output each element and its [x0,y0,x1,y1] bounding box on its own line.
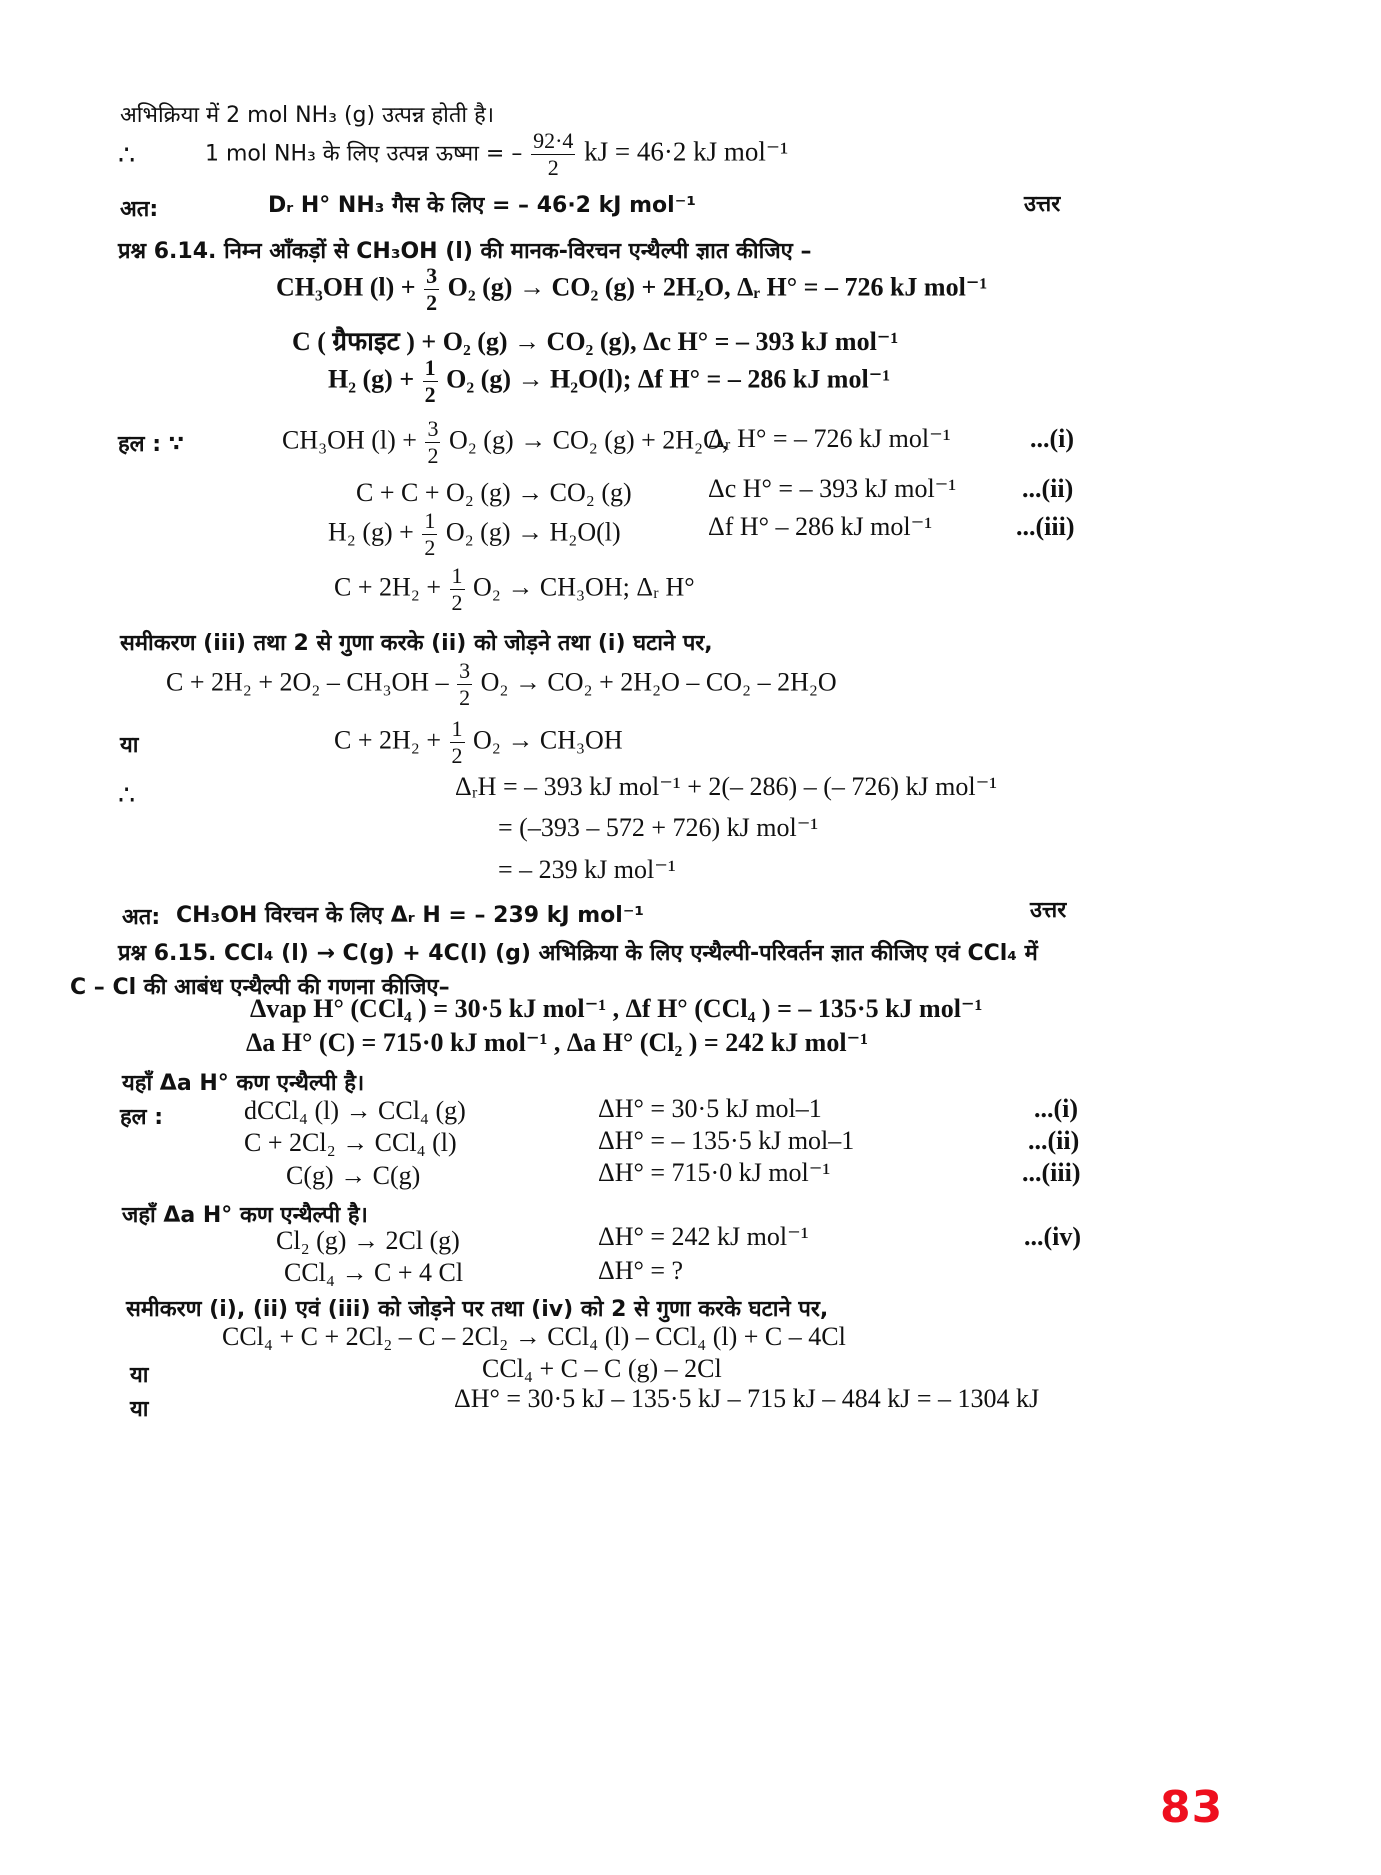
calculation-line-2: = (–393 – 572 + 726) kJ mol⁻¹ [498,813,819,842]
given-data-line-1: Δvap H° (CCl₄ ) = 30·5 kJ mol⁻¹ , Δf H° (CCl₄ ) = – 135·5 kJ mol⁻¹ [250,994,983,1023]
combined-equation [166,660,837,709]
fraction-denominator: 2 [451,743,463,768]
step-iv-equation: Cl₂ (g) → 2Cl (g) [276,1226,460,1255]
equation-part: O₂ → CO₂ + 2H₂O – CO₂ – 2H₂O [474,667,837,697]
equation-part: O₂ (g) → H₂O(l); Δf H° = – 286 kJ mol⁻¹ [439,364,891,394]
fraction-numerator: 92·4 [533,128,574,153]
fraction-denominator: 2 [547,155,559,180]
fraction-numerator: 1 [424,355,436,380]
step-3-enthalpy: Δf H° – 286 kJ mol⁻¹ [708,512,933,541]
equation-part: O₂ → CH₃OH; Δᵣ H° [466,572,695,602]
question-title-text: C – Cl की आबंध एन्थैल्पी की गणना कीजिए– [70,975,450,1000]
target-equation: CCl₄ → C + 4 Cl [284,1258,464,1287]
equation-ref-iv: ...(iv) [1024,1222,1082,1251]
equation-part: C + 2H₂ + 2O₂ – CH₃OH – [166,667,456,697]
answer-tag [1024,188,1060,218]
equation-part: O₂ → CH₃OH [466,725,623,755]
given-equation-1 [276,265,987,314]
solution-step-3 [328,510,621,559]
equation-ref-ii: ...(ii) [1028,1126,1080,1155]
conclusion-text [268,186,696,223]
simplified-equation [334,718,623,767]
or-label-text: या [130,1363,149,1388]
heat-per-mole-line [205,130,788,179]
solution-step-2: C + C + O₂ (g) → CO₂ (g) [356,478,632,507]
solution-label [118,425,184,462]
step-iii-enthalpy: ΔH° = 715·0 kJ mol⁻¹ [598,1158,831,1187]
fraction [423,357,438,406]
or-label-text: या [130,1397,149,1422]
final-label-text: अत: [122,905,161,930]
solution-step-1 [282,418,728,467]
fraction-numerator: 3 [426,263,438,288]
given-equation-2 [292,322,898,358]
target-equation [334,565,695,614]
fraction [425,418,440,467]
fraction [422,510,437,559]
equation-part: H₂ (g) + [328,517,421,547]
final-result-text: CH₃OH विरचन के लिए Δᵣ H = – 239 kJ mol⁻¹ [176,903,645,928]
answer-tag [1030,894,1066,924]
final-result [176,896,644,933]
note-text: यहाँ Δa H° कण एन्थैल्पी है। [122,1071,365,1096]
page-number: 83 [1160,1782,1224,1833]
question-title-text: प्रश्न 6.14. निम्न आँकड़ों से CH₃OH (l) की मानक-विरचन एन्थैल्पी ज्ञात कीजिए – [118,239,812,264]
step-i-enthalpy: ΔH° = 30·5 kJ mol–1 [598,1094,822,1123]
answer-tag-text: उत्तर [1030,898,1067,923]
result-equation: ΔH° = 30·5 kJ – 135·5 kJ – 715 kJ – 484 kJ = – 1304 kJ [454,1384,1040,1413]
equation-part: CH₃OH (l) + [282,425,424,455]
fraction-numerator: 1 [451,716,463,741]
fraction [450,565,465,614]
equation-ref-iii: ...(iii) [1022,1158,1081,1187]
fraction-denominator: 2 [451,590,463,615]
instruction-text: समीकरण (iii) तथा 2 से गुणा करके (ii) को जोड़ने तथा (i) घटाने पर, [120,631,713,656]
fraction-denominator: 2 [459,685,471,710]
given-data-line-2: Δa H° (C) = 715·0 kJ mol⁻¹ , Δa H° (Cl₂ ) = 242 kJ mol⁻¹ [246,1028,869,1057]
equation-part: C ( ग्रैफाइट ) + O₂ (g) → CO₂ (g), Δc H° = – 393 kJ mol⁻¹ [292,327,899,356]
equation-ref-i: ...(i) [1030,424,1075,453]
question-title-text: प्रश्न 6.15. CCl₄ (l) → C(g) + 4C(l) (g) अभिक्रिया के लिए एन्थैल्पी-परिवर्तन ज्ञात कीजिए एवं CCl₄ में [118,941,1038,966]
conclusion-label [120,190,158,227]
step-iii-equation: C(g) → C(g) [286,1161,421,1190]
combined-equation: CCl₄ + C + 2Cl₂ – C – 2Cl₂ → CCl₄ (l) – CCl₄ (l) + C – 4Cl [222,1322,846,1351]
solution-label-text: हल : ∵ [118,432,185,457]
therefore-symbol: ∴ [118,780,136,810]
question-6-14-title [118,232,811,269]
question-6-15-title-line-1 [118,934,1038,971]
heat-prefix: 1 mol NH₃ के लिए उत्पन्न ऊष्मा = – [205,141,523,167]
equation-part: O₂ (g) → H₂O(l) [439,517,621,547]
note-text: जहाँ Δa H° कण एन्थैल्पी है। [122,1203,368,1228]
equation-part: C + 2H₂ + [334,572,448,602]
or-label-text: या [120,733,139,758]
or-label [130,1390,148,1427]
equation-part: O₂ (g) → CO₂ (g) + 2H₂O, [442,425,729,455]
fraction-numerator: 1 [451,563,463,588]
fraction-numerator: 3 [459,658,471,683]
simplified-equation: CCl₄ + C – C (g) – 2Cl [482,1354,722,1383]
fraction-denominator: 2 [424,535,436,560]
therefore-symbol: ∴ [118,140,136,170]
fraction [457,660,472,709]
fraction-numerator: 1 [424,508,436,533]
equation-ref-i: ...(i) [1034,1094,1079,1123]
calculation-line-1: ΔᵣH = – 393 kJ mol⁻¹ + 2(– 286) – (– 726) kJ mol⁻¹ [455,772,998,801]
fraction-denominator: 2 [427,443,439,468]
equation-part: O₂ (g) → CO₂ (g) + 2H₂O, Δᵣ H° = – 726 kJ mol⁻¹ [441,272,988,302]
fraction-denominator: 2 [426,290,438,315]
intro-text: अभिक्रिया में 2 mol NH₃ (g) उत्पन्न होती है। [120,103,495,128]
instruction-text: समीकरण (i), (ii) एवं (iii) को जोड़ने पर तथा (iv) को 2 से गुणा करके घटाने पर, [126,1297,829,1322]
final-label [122,898,160,935]
step-1-enthalpy: Δᵣ H° = – 726 kJ mol⁻¹ [708,424,951,453]
target-enthalpy: ΔH° = ? [598,1256,684,1285]
given-equation-3 [328,357,890,406]
step-ii-equation: C + 2Cl₂ → CCl₄ (l) [244,1128,457,1157]
fraction-denominator: 2 [424,382,436,407]
solution-label [120,1098,163,1135]
or-label [130,1356,148,1393]
fraction-numerator: 3 [427,416,439,441]
fraction [424,265,439,314]
step-ii-enthalpy: ΔH° = – 135·5 kJ mol–1 [598,1126,855,1155]
intro-line [120,96,494,133]
equation-part: C + 2H₂ + [334,725,448,755]
calculation-line-3: = – 239 kJ mol⁻¹ [498,855,676,884]
step-iv-enthalpy: ΔH° = 242 kJ mol⁻¹ [598,1222,809,1251]
equation-part: CH₃OH (l) + [276,272,423,302]
answer-tag-text: उत्तर [1024,192,1061,217]
combine-instruction [120,624,713,661]
or-label [120,726,138,763]
heat-suffix: kJ = 46·2 kJ mol⁻¹ [584,136,789,167]
solution-label-text: हल : [120,1105,164,1130]
conclusion-label-text: अत: [120,197,159,222]
fraction [531,130,575,179]
step-i-equation: dCCl₄ (l) → CCl₄ (g) [244,1096,466,1125]
equation-part: H₂ (g) + [328,364,421,394]
conclusion-value: Dᵣ H° NH₃ गैस के लिए = – 46·2 kJ mol⁻¹ [268,193,696,218]
equation-ref-ii: ...(ii) [1022,474,1074,503]
step-2-enthalpy: Δc H° = – 393 kJ mol⁻¹ [708,474,957,503]
fraction [450,718,465,767]
equation-ref-iii: ...(iii) [1016,512,1075,541]
